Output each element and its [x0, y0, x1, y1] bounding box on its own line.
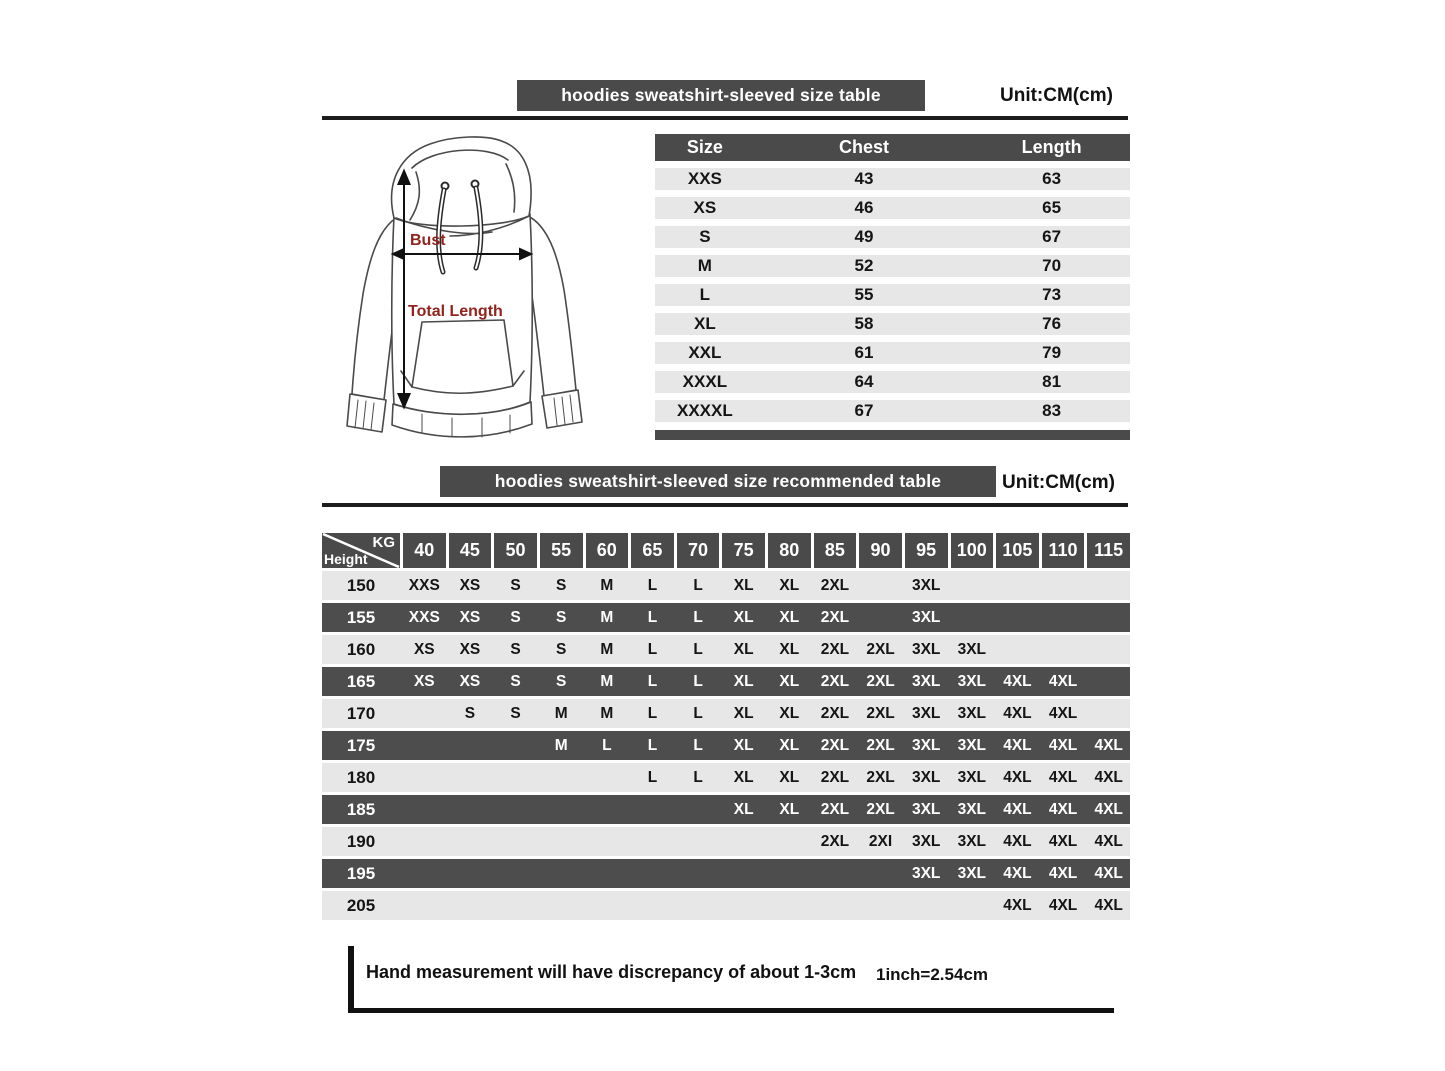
- recommended-size-cell: XS: [413, 672, 435, 690]
- recommended-size-cell: 4XL: [1048, 896, 1078, 914]
- recommended-size-cell: 2XL: [820, 672, 850, 690]
- chest-value: 64: [854, 372, 874, 391]
- recommended-size-cell: M: [600, 608, 614, 626]
- recommended-size-cell: [403, 731, 446, 760]
- recommended-size-cell: 3XL: [911, 768, 941, 786]
- recommended-size-cell: 4XL: [1048, 736, 1078, 754]
- recommended-table-unit-label: Unit:CM(cm): [1002, 472, 1115, 493]
- size-value: XXL: [688, 343, 722, 362]
- recommended-size-cell: [586, 859, 629, 888]
- recommended-size-cell: [859, 859, 902, 888]
- recommended-size-cell: 3XL: [911, 864, 941, 882]
- size-table-row: [655, 371, 1130, 393]
- matrix-row: [322, 635, 1130, 664]
- recommended-size-cell: S: [510, 640, 521, 658]
- recommended-size-cell: XL: [779, 640, 800, 658]
- chest-value: 55: [854, 285, 874, 304]
- recommended-size-cell: 3XL: [911, 672, 941, 690]
- recommended-size-cell: L: [647, 672, 658, 690]
- weight-column-header: 45: [449, 533, 492, 568]
- recommended-size-cell: [722, 891, 765, 920]
- recommended-size-cell: [722, 827, 765, 856]
- matrix-row: [322, 827, 1130, 856]
- recommended-size-cell: [631, 827, 674, 856]
- matrix-row: [322, 699, 1130, 728]
- recommended-size-cell: [586, 763, 629, 792]
- size-value: XXXL: [682, 372, 728, 391]
- recommended-size-cell: [540, 827, 583, 856]
- recommended-size-cell: 4XL: [1003, 768, 1032, 786]
- weight-column-header: 40: [403, 533, 446, 568]
- size-value: M: [697, 256, 712, 275]
- size-table: [655, 134, 1130, 440]
- recommended-size-cell: 2XL: [820, 576, 850, 594]
- recommended-size-cell: [1042, 635, 1085, 664]
- recommended-size-cell: 3XL: [957, 704, 987, 722]
- recommended-table-title: hoodies sweatshirt-sleeved size recommended table: [494, 471, 942, 491]
- recommended-size-cell: 2XI: [868, 832, 893, 850]
- recommended-size-cell: 4XL: [1048, 800, 1078, 818]
- recommended-size-matrix: [322, 533, 1130, 920]
- recommended-size-cell: M: [600, 640, 614, 658]
- recommended-size-cell: S: [556, 576, 567, 594]
- weight-column-header: 80: [768, 533, 811, 568]
- recommended-size-cell: [449, 891, 492, 920]
- length-value: 83: [1042, 401, 1062, 420]
- recommended-size-cell: 2XL: [866, 640, 895, 658]
- weight-column-header: 70: [677, 533, 720, 568]
- size-value: XL: [694, 314, 716, 333]
- recommended-size-cell: [494, 795, 537, 824]
- recommended-size-cell: [403, 827, 446, 856]
- recommended-size-cell: [1042, 571, 1085, 600]
- recommended-size-cell: 2XL: [866, 672, 895, 690]
- recommended-size-cell: [403, 859, 446, 888]
- recommended-size-cell: [540, 891, 583, 920]
- height-row-label: 165: [346, 671, 376, 691]
- footer-left-bar: [348, 946, 354, 1013]
- recommended-size-cell: [677, 827, 720, 856]
- recommended-size-cell: 4XL: [1048, 704, 1078, 722]
- height-row-label: 150: [346, 575, 376, 595]
- recommended-size-cell: XS: [413, 640, 435, 658]
- recommended-size-cell: [494, 827, 537, 856]
- total-length-label: Total Length: [408, 303, 503, 320]
- bust-label: Bust: [410, 232, 446, 249]
- chest-value: 58: [854, 314, 874, 333]
- matrix-row: [322, 603, 1130, 632]
- recommended-size-cell: XXS: [408, 576, 440, 594]
- recommended-size-cell: XS: [459, 672, 481, 690]
- recommended-size-cell: L: [602, 736, 612, 754]
- matrix-header-row: [322, 533, 1130, 568]
- recommended-size-cell: M: [554, 736, 568, 754]
- size-value: XXS: [687, 169, 722, 188]
- recommended-size-cell: L: [693, 704, 703, 722]
- recommended-size-cell: [768, 859, 811, 888]
- recommended-size-cell: XL: [779, 800, 800, 818]
- size-table-row: [655, 284, 1130, 306]
- recommended-size-cell: L: [647, 640, 658, 658]
- matrix-row: [322, 763, 1130, 792]
- recommended-size-cell: 2XL: [820, 736, 850, 754]
- recommended-size-cell: L: [693, 672, 703, 690]
- recommended-size-cell: XS: [459, 576, 481, 594]
- recommended-size-cell: S: [556, 608, 567, 626]
- height-row-label: 195: [346, 863, 376, 883]
- recommended-size-cell: M: [600, 576, 614, 594]
- recommended-size-cell: [449, 731, 492, 760]
- size-value: XS: [693, 198, 717, 217]
- recommended-size-cell: XL: [779, 608, 800, 626]
- recommended-size-cell: XL: [733, 736, 754, 754]
- weight-column-header: 115: [1087, 533, 1130, 568]
- size-table-row: [655, 226, 1130, 248]
- recommended-size-cell: XS: [459, 640, 481, 658]
- recommended-size-cell: 3XL: [911, 832, 941, 850]
- size-table-bottom-bar: [655, 430, 1130, 440]
- recommended-size-cell: L: [693, 576, 703, 594]
- recommended-size-cell: 3XL: [957, 832, 987, 850]
- recommended-size-cell: 4XL: [1003, 832, 1032, 850]
- weight-column-header: 105: [996, 533, 1039, 568]
- recommended-size-cell: [1087, 603, 1130, 632]
- matrix-row: [322, 891, 1130, 920]
- recommended-size-cell: [996, 635, 1039, 664]
- matrix-row: [322, 859, 1130, 888]
- recommended-size-cell: S: [510, 672, 521, 690]
- height-row-label: 175: [346, 735, 376, 755]
- matrix-row: [322, 571, 1130, 600]
- recommended-size-cell: [1087, 635, 1130, 664]
- recommended-size-cell: [1087, 699, 1130, 728]
- recommended-size-cell: 2XL: [820, 608, 850, 626]
- recommended-size-cell: L: [647, 704, 658, 722]
- recommended-size-cell: 4XL: [1003, 736, 1032, 754]
- recommended-size-cell: [951, 603, 994, 632]
- recommended-size-cell: [494, 731, 537, 760]
- recommended-size-cell: XL: [733, 576, 754, 594]
- recommended-size-cell: [951, 891, 994, 920]
- length-value: 81: [1042, 372, 1062, 391]
- length-value: 65: [1042, 198, 1062, 217]
- recommended-size-cell: 4XL: [1094, 736, 1123, 754]
- section-divider: [322, 116, 1128, 120]
- recommended-size-cell: L: [647, 576, 658, 594]
- recommended-size-cell: [1042, 603, 1085, 632]
- measurement-discrepancy-note: Hand measurement will have discrepancy of about 1-3cm: [366, 962, 857, 982]
- size-value: L: [699, 285, 711, 304]
- recommended-size-cell: 2XL: [820, 800, 850, 818]
- size-value: S: [699, 227, 711, 246]
- recommended-size-cell: [996, 571, 1039, 600]
- recommended-size-cell: [494, 763, 537, 792]
- recommended-size-cell: XL: [779, 576, 800, 594]
- recommended-size-cell: [449, 795, 492, 824]
- recommended-size-cell: 3XL: [957, 768, 987, 786]
- size-table-header-row: [655, 134, 1130, 161]
- recommended-size-cell: 3XL: [957, 736, 987, 754]
- recommended-size-cell: [677, 795, 720, 824]
- recommended-size-cell: XXS: [408, 608, 440, 626]
- recommended-size-cell: M: [600, 704, 614, 722]
- size-table-row: [655, 342, 1130, 364]
- recommended-size-cell: [494, 891, 537, 920]
- recommended-size-cell: 4XL: [1094, 896, 1123, 914]
- hoodie-measurement-diagram: [332, 128, 612, 458]
- recommended-size-cell: [403, 795, 446, 824]
- recommended-size-cell: 4XL: [1003, 672, 1032, 690]
- recommended-size-cell: XL: [733, 800, 754, 818]
- size-value: XXXXL: [677, 401, 733, 420]
- weight-column-header: 90: [859, 533, 902, 568]
- recommended-size-cell: 4XL: [1048, 832, 1078, 850]
- recommended-size-cell: 3XL: [957, 640, 987, 658]
- recommended-size-cell: [677, 891, 720, 920]
- matrix-body: [322, 571, 1130, 920]
- height-row-label: 180: [346, 767, 376, 787]
- recommended-size-cell: 4XL: [1094, 832, 1123, 850]
- recommended-size-cell: M: [554, 704, 568, 722]
- recommended-size-cell: 2XL: [820, 704, 850, 722]
- recommended-size-cell: XL: [733, 704, 754, 722]
- recommended-size-cell: L: [647, 608, 658, 626]
- recommended-size-cell: [1087, 667, 1130, 696]
- size-column-header: Size: [686, 137, 723, 157]
- recommended-size-cell: 2XL: [866, 768, 895, 786]
- recommended-size-cell: [540, 763, 583, 792]
- size-table-title-banner: [517, 80, 925, 111]
- recommended-size-cell: 3XL: [911, 640, 941, 658]
- recommended-size-cell: 3XL: [911, 576, 941, 594]
- recommended-size-cell: [586, 795, 629, 824]
- recommended-size-cell: S: [510, 608, 521, 626]
- recommended-size-cell: [905, 891, 948, 920]
- chest-column-header: Chest: [838, 137, 889, 157]
- recommended-size-cell: 4XL: [1003, 800, 1032, 818]
- weight-column-header: 100: [951, 533, 994, 568]
- recommended-size-cell: [677, 859, 720, 888]
- recommended-size-cell: [768, 827, 811, 856]
- height-row-label: 185: [346, 799, 376, 819]
- recommended-size-cell: [859, 603, 902, 632]
- recommended-size-cell: [449, 763, 492, 792]
- recommended-size-cell: 2XL: [866, 704, 895, 722]
- recommended-size-cell: XL: [733, 768, 754, 786]
- length-value: 70: [1042, 256, 1062, 275]
- chest-value: 43: [854, 169, 874, 188]
- weight-column-header: 95: [905, 533, 948, 568]
- recommended-size-cell: [631, 891, 674, 920]
- recommended-size-cell: XS: [459, 608, 481, 626]
- recommended-size-cell: [722, 859, 765, 888]
- recommended-size-cell: 4XL: [1048, 864, 1078, 882]
- recommended-size-cell: L: [693, 768, 703, 786]
- recommended-size-cell: 4XL: [1003, 864, 1032, 882]
- inch-conversion-note: 1inch=2.54cm: [876, 965, 988, 984]
- recommended-size-cell: 4XL: [1003, 896, 1032, 914]
- recommended-size-cell: 4XL: [1048, 672, 1078, 690]
- recommended-size-cell: [631, 795, 674, 824]
- recommended-size-cell: [403, 699, 446, 728]
- size-table-row: [655, 400, 1130, 422]
- recommended-size-cell: [631, 859, 674, 888]
- recommended-size-cell: [586, 891, 629, 920]
- recommended-size-cell: [859, 571, 902, 600]
- matrix-row: [322, 667, 1130, 696]
- height-row-label: 155: [346, 607, 376, 627]
- height-row-label: 205: [346, 895, 376, 915]
- recommended-size-cell: [1087, 571, 1130, 600]
- recommended-size-cell: XL: [779, 704, 800, 722]
- recommended-table-title-banner: [440, 466, 996, 497]
- recommended-size-cell: 2XL: [820, 832, 850, 850]
- recommended-size-cell: 2XL: [820, 768, 850, 786]
- recommended-size-cell: [540, 859, 583, 888]
- recommended-size-cell: 3XL: [957, 864, 987, 882]
- recommended-size-cell: [814, 891, 857, 920]
- matrix-corner-cell: [322, 533, 400, 568]
- weight-column-header: 65: [631, 533, 674, 568]
- recommended-size-cell: L: [693, 736, 703, 754]
- recommended-size-cell: [859, 891, 902, 920]
- recommended-size-cell: S: [464, 704, 476, 722]
- recommended-size-cell: 4XL: [1094, 768, 1123, 786]
- length-value: 67: [1042, 227, 1062, 246]
- length-value: 63: [1042, 169, 1062, 188]
- recommended-size-cell: 3XL: [957, 800, 987, 818]
- weight-column-header: 85: [814, 533, 857, 568]
- length-value: 79: [1042, 343, 1062, 362]
- recommended-size-cell: [540, 795, 583, 824]
- recommended-size-cell: [449, 859, 492, 888]
- length-value: 73: [1042, 285, 1062, 304]
- footer-bottom-bar: [348, 1008, 1114, 1013]
- size-table-title: hoodies sweatshirt-sleeved size table: [561, 85, 881, 105]
- size-table-unit-label: Unit:CM(cm): [1000, 85, 1113, 106]
- recommended-size-cell: [586, 827, 629, 856]
- length-column-header: Length: [1021, 137, 1082, 157]
- recommended-size-cell: [814, 859, 857, 888]
- recommended-size-cell: L: [647, 768, 658, 786]
- recommended-size-cell: XL: [779, 736, 800, 754]
- weight-column-header: 50: [494, 533, 537, 568]
- size-table-row: [655, 255, 1130, 277]
- matrix-row: [322, 795, 1130, 824]
- height-row-label: 170: [346, 703, 376, 723]
- recommended-size-cell: 2XL: [866, 800, 895, 818]
- recommended-size-cell: XL: [779, 672, 800, 690]
- matrix-row: [322, 731, 1130, 760]
- recommended-size-cell: 3XL: [911, 608, 941, 626]
- recommended-size-cell: S: [510, 704, 521, 722]
- recommended-size-cell: 4XL: [1003, 704, 1032, 722]
- recommended-size-cell: 3XL: [911, 704, 941, 722]
- height-row-label: 190: [346, 831, 376, 851]
- recommended-size-cell: S: [556, 672, 567, 690]
- recommended-size-cell: [768, 891, 811, 920]
- recommended-size-cell: XL: [733, 672, 754, 690]
- recommended-size-cell: 4XL: [1094, 864, 1123, 882]
- size-table-row: [655, 197, 1130, 219]
- size-table-row: [655, 168, 1130, 190]
- recommended-size-cell: L: [693, 608, 703, 626]
- recommended-size-cell: [996, 603, 1039, 632]
- recommended-size-cell: S: [510, 576, 521, 594]
- chest-value: 52: [854, 256, 874, 275]
- recommended-size-cell: [449, 827, 492, 856]
- recommended-size-cell: [951, 571, 994, 600]
- weight-column-header: 75: [722, 533, 765, 568]
- section-divider: [322, 503, 1128, 507]
- recommended-size-cell: 2XL: [820, 640, 850, 658]
- recommended-size-cell: [403, 763, 446, 792]
- recommended-size-cell: 3XL: [911, 800, 941, 818]
- recommended-size-cell: L: [647, 736, 658, 754]
- recommended-size-cell: 4XL: [1048, 768, 1078, 786]
- chest-value: 61: [854, 343, 874, 362]
- recommended-size-cell: S: [556, 640, 567, 658]
- weight-column-header: 110: [1042, 533, 1085, 568]
- size-table-row: [655, 313, 1130, 335]
- recommended-size-cell: 4XL: [1094, 800, 1123, 818]
- recommended-size-cell: L: [693, 640, 703, 658]
- weight-column-header: 60: [586, 533, 629, 568]
- chest-value: 67: [854, 401, 874, 420]
- corner-height-label: Height: [324, 551, 368, 567]
- recommended-size-cell: XL: [779, 768, 800, 786]
- recommended-size-cell: [403, 891, 446, 920]
- height-row-label: 160: [346, 639, 376, 659]
- recommended-size-cell: 2XL: [866, 736, 895, 754]
- recommended-size-cell: 3XL: [911, 736, 941, 754]
- chest-value: 46: [854, 198, 874, 217]
- recommended-size-cell: 3XL: [957, 672, 987, 690]
- recommended-size-cell: M: [600, 672, 614, 690]
- size-table-body: [655, 168, 1130, 422]
- chest-value: 49: [854, 227, 874, 246]
- recommended-size-cell: XL: [733, 608, 754, 626]
- recommended-size-cell: [494, 859, 537, 888]
- length-value: 76: [1042, 314, 1062, 333]
- recommended-size-cell: XL: [733, 640, 754, 658]
- corner-kg-label: KG: [372, 534, 395, 551]
- weight-column-header: 55: [540, 533, 583, 568]
